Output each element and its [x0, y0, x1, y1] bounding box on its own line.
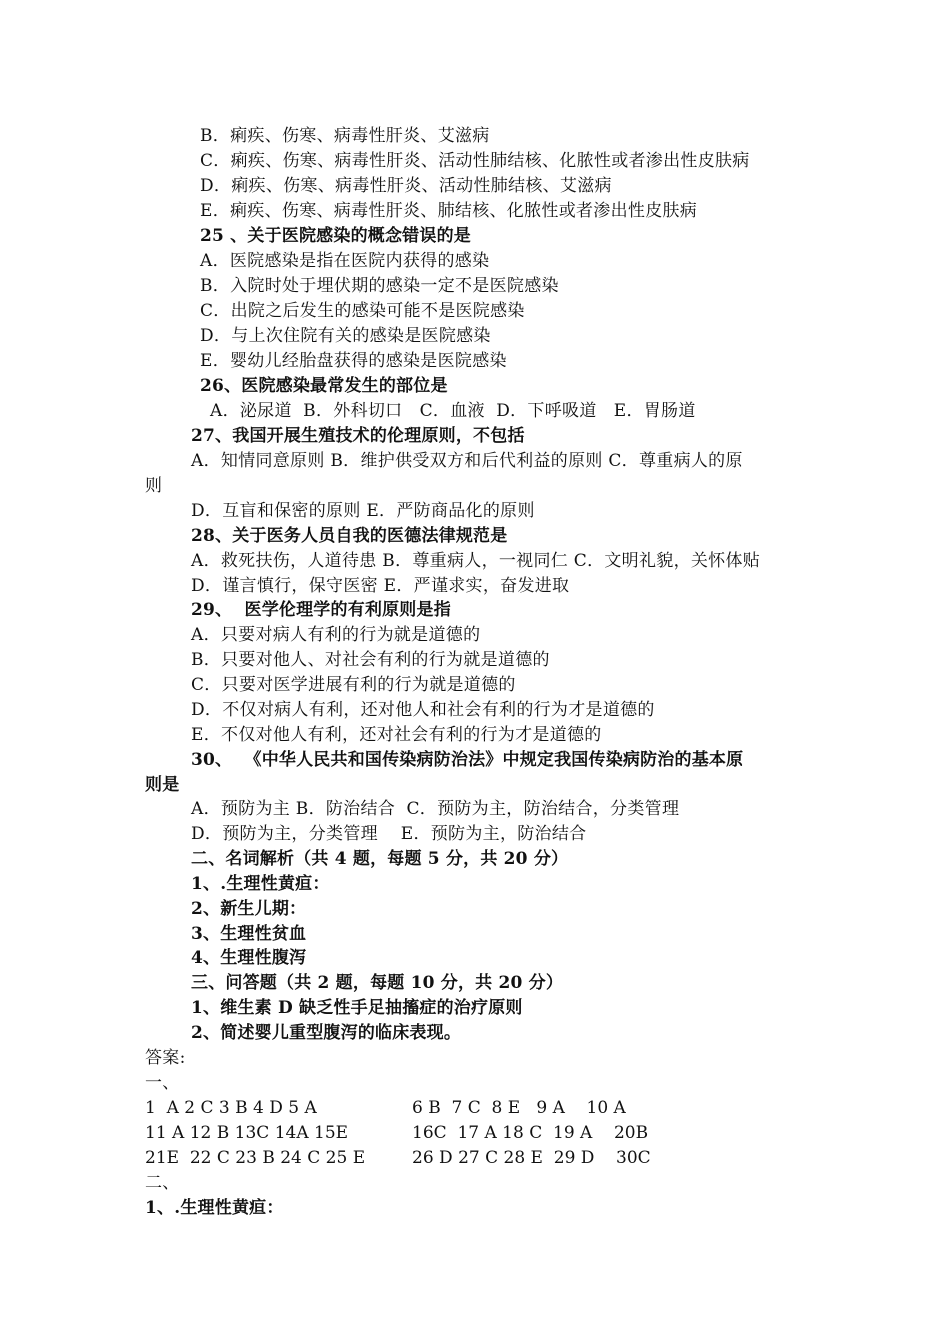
- q30-title-wrap: 则是: [145, 775, 180, 795]
- q24-option-c: C．痢疾、伤寒、病毒性肝炎、活动性肺结核、化脓性或者渗出性皮肤病: [200, 151, 750, 171]
- section2-title: 二、名词解析（共 4 题，每题 5 分，共 20 分）: [191, 849, 569, 869]
- q29-option-c: C．只要对医学进展有利的行为就是道德的: [191, 675, 516, 695]
- section3-item-2: 2、简述婴儿重型腹泻的临床表现。: [191, 1023, 462, 1043]
- q28-options-line1: A．救死扶伤，人道待患 B．尊重病人，一视同仁 C．文明礼貌，关怀体贴: [191, 551, 761, 571]
- q28-options-line2: D．谨言慎行，保守医密 E．严谨求实，奋发进取: [191, 576, 570, 596]
- answers-row-2-right: 16C 17 A 18 C 19 A 20B: [412, 1123, 649, 1143]
- q30-title: 30、 《中华人民共和国传染病防治法》中规定我国传染病防治的基本原: [191, 750, 744, 770]
- answers-row-2-left: 11 A 12 B 13C 14A 15E: [145, 1123, 349, 1143]
- q25-option-b: B．入院时处于埋伏期的感染一定不是医院感染: [200, 276, 559, 296]
- q29-option-d: D．不仅对病人有利，还对他人和社会有利的行为才是道德的: [191, 700, 655, 720]
- q25-option-e: E．婴幼儿经胎盘获得的感染是医院感染: [200, 351, 507, 371]
- q29-option-b: B．只要对他人、对社会有利的行为就是道德的: [191, 650, 550, 670]
- q30-options-line1: A．预防为主 B．防治结合 C．预防为主，防治结合，分类管理: [191, 799, 680, 819]
- answers-part1-label: 一、: [145, 1073, 180, 1093]
- answers-part2-item-1: 1、.生理性黄疸：: [145, 1198, 284, 1218]
- q27-options-line1-wrap: 则: [145, 476, 163, 496]
- answers-heading: 答案:: [145, 1048, 186, 1068]
- answers-row-1-right: 6 B 7 C 8 E 9 A 10 A: [412, 1098, 626, 1118]
- answers-row-3-left: 21E 22 C 23 B 24 C 25 E: [145, 1148, 366, 1168]
- q30-options-line2: D．预防为主，分类管理 E．预防为主，防治结合: [191, 824, 587, 844]
- answers-part2-label: 二、: [145, 1173, 180, 1193]
- q25-option-d: D．与上次住院有关的感染是医院感染: [200, 326, 491, 346]
- q27-title: 27、我国开展生殖技术的伦理原则，不包括: [191, 426, 525, 446]
- q24-option-d: D．痢疾、伤寒、病毒性肝炎、活动性肺结核、艾滋病: [200, 176, 612, 196]
- q26-options: A．泌尿道 B．外科切口 C．血液 D．下呼吸道 E．胃肠道: [210, 401, 696, 421]
- section3-title: 三、问答题（共 2 题，每题 10 分，共 20 分）: [191, 973, 564, 993]
- answers-row-1-left: 1 A 2 C 3 B 4 D 5 A: [145, 1098, 317, 1118]
- q27-options-line2: D．互盲和保密的原则 E．严防商品化的原则: [191, 501, 535, 521]
- q29-option-e: E．不仅对他人有利，还对社会有利的行为才是道德的: [191, 725, 602, 745]
- q29-option-a: A．只要对病人有利的行为就是道德的: [191, 625, 481, 645]
- section2-item-3: 3、生理性贫血: [191, 924, 307, 944]
- q24-option-e: E．痢疾、伤寒、病毒性肝炎、肺结核、化脓性或者渗出性皮肤病: [200, 201, 698, 221]
- section2-item-2: 2、新生儿期：: [191, 899, 307, 919]
- q25-option-a: A．医院感染是指在医院内获得的感染: [200, 251, 490, 271]
- q28-title: 28、关于医务人员自我的医德法律规范是: [191, 526, 508, 546]
- q29-title: 29、 医学伦理学的有利原则是指: [191, 600, 451, 620]
- q27-options-line1: A．知情同意原则 B．维护供受双方和后代利益的原则 C．尊重病人的原: [191, 451, 743, 471]
- section2-item-4: 4、生理性腹泻: [191, 948, 307, 968]
- q25-title: 25 、关于医院感染的概念错误的是: [200, 226, 471, 246]
- answers-row-3-right: 26 D 27 C 28 E 29 D 30C: [412, 1148, 651, 1168]
- q24-option-b: B．痢疾、伤寒、病毒性肝炎、艾滋病: [200, 126, 490, 146]
- section2-item-1: 1、.生理性黄疸：: [191, 874, 330, 894]
- section3-item-1: 1、维生素 D 缺乏性手足抽搐症的治疗原则: [191, 998, 523, 1018]
- q26-title: 26、医院感染最常发生的部位是: [200, 376, 448, 396]
- q25-option-c: C．出院之后发生的感染可能不是医院感染: [200, 301, 525, 321]
